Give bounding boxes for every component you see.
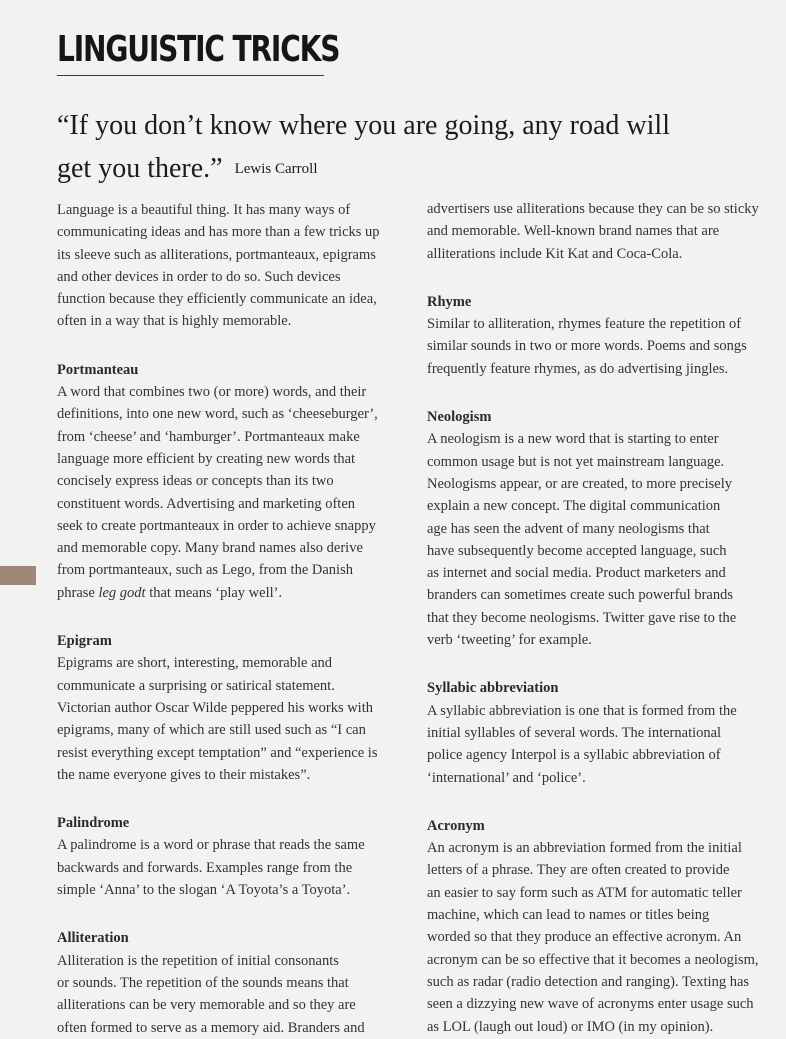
section-heading: Palindrome: [57, 815, 130, 832]
section-rhyme: [427, 291, 767, 380]
intro-line: and other devices in order to do so. Such devices: [57, 268, 341, 285]
body-line: police agency Interpol is a syllabic abbreviation of: [427, 747, 721, 764]
body-line: the name everyone gives to their mistakes”.: [57, 766, 311, 783]
text-run: that means ‘play well’.: [145, 584, 283, 601]
body-line: frequently feature rhymes, as do advertising jingles.: [427, 360, 729, 377]
quote-line-1: “If you don’t know where you are going, any road will: [57, 110, 670, 141]
body-line: backwards and forwards. Examples range from the: [57, 859, 353, 876]
body-line: seek to create portmanteaux in order to achieve snappy: [57, 517, 376, 534]
section-heading: Rhyme: [427, 293, 472, 310]
section-heading: Neologism: [427, 409, 492, 426]
body-line: age has seen the advent of many neologisms that: [427, 520, 710, 537]
quote-line-2: [57, 147, 747, 191]
body-line: initial syllables of several words. The international: [427, 724, 722, 741]
body-line: similar sounds in two or more words. Poems and songs: [427, 338, 747, 355]
body-line: verb ‘tweeting’ for example.: [427, 632, 592, 649]
intro-line: function because they efficiently communicate an idea,: [57, 291, 377, 308]
intro-line: often in a way that is highly memorable.: [57, 313, 292, 330]
intro-line: Language is a beautiful thing. It has many ways of: [57, 202, 351, 218]
body-line: epigrams, many of which are still used such as “I can: [57, 722, 366, 739]
body-line: have subsequently become accepted language, such: [427, 542, 727, 559]
section-acronym: [427, 815, 767, 1038]
body-line: as internet and social media. Product marketers and: [427, 565, 726, 582]
section-neologism: [427, 406, 767, 651]
italic-phrase: leg godt: [98, 584, 146, 601]
body-line: Epigrams are short, interesting, memorable and: [57, 655, 333, 672]
section-heading: Epigram: [57, 633, 112, 650]
section-epigram: [57, 630, 409, 786]
body-line: Victorian author Oscar Wilde peppered his works with: [57, 699, 373, 716]
body-line: ‘international’ and ‘police’.: [427, 769, 586, 786]
intro-line: its sleeve such as alliterations, portmanteaux, epigrams: [57, 246, 376, 263]
body-line: branders can sometimes create such powerful brands: [427, 587, 733, 604]
body-line: A word that combines two (or more) words, and their: [57, 384, 367, 401]
body-line: common usage but is not yet mainstream language.: [427, 453, 725, 470]
body-line: Alliteration is the repetition of initial consonants: [57, 952, 339, 969]
body-line: resist everything except temptation” and “experience is: [57, 744, 378, 761]
body-line: from ‘cheese’ and ‘hamburger’. Portmanteaux make: [57, 428, 360, 445]
section-portmanteau: [57, 359, 409, 604]
body-line: A neologism is a new word that is starting to enter: [427, 431, 719, 448]
body-line: as LOL (laugh out loud) or IMO (in my opinion).: [427, 1018, 714, 1035]
text-run: phrase: [57, 584, 99, 601]
body-line: advertisers use alliterations because they can be so sticky: [427, 201, 759, 217]
body-line: alliterations include Kit Kat and Coca-Cola.: [427, 245, 683, 262]
body-line: such as radar (radio detection and ranging). Texting has: [427, 973, 750, 990]
body-line: acronym can be so effective that it becomes a neologism,: [427, 951, 759, 968]
body-line: A palindrome is a word or phrase that reads the same: [57, 837, 365, 854]
intro-paragraph: [57, 199, 409, 333]
left-column: [57, 199, 409, 1039]
body-line: simple ‘Anna’ to the slogan ‘A Toyota’s a Toyota’.: [57, 882, 351, 899]
title-underline: [57, 75, 324, 76]
body-line: often formed to serve as a memory aid. Branders and: [57, 1019, 365, 1036]
body-line: An acronym is an abbreviation formed from the initial: [427, 840, 742, 857]
body-line: worded so that they produce an effective acronym. An: [427, 929, 742, 946]
body-line: [57, 582, 409, 604]
body-line: or sounds. The repetition of the sounds means that: [57, 974, 349, 991]
body-line: explain a new concept. The digital communication: [427, 498, 721, 515]
body-line: language more efficient by creating new words that: [57, 450, 356, 467]
body-line: from portmanteaux, such as Lego, from the Danish: [57, 562, 353, 579]
pull-quote: [57, 104, 747, 191]
body-line: and memorable copy. Many brand names also derive: [57, 540, 363, 557]
page-edge-tab: [0, 566, 36, 585]
section-alliteration: [57, 927, 409, 1038]
section-palindrome: [57, 812, 409, 901]
body-line: an easier to say form such as ATM for automatic teller: [427, 884, 742, 901]
alliteration-continued: [427, 198, 767, 265]
section-heading: Syllabic abbreviation: [427, 680, 559, 697]
body-line: Neologisms appear, or are created, to more precisely: [427, 475, 732, 492]
body-line: letters of a phrase. They are often created to provide: [427, 862, 730, 879]
right-column: [427, 198, 767, 1038]
body-line: and memorable. Well-known brand names that are: [427, 223, 720, 240]
body-line: definitions, into one new word, such as ‘cheeseburger’,: [57, 406, 378, 423]
section-heading: Alliteration: [57, 930, 129, 947]
body-line: alliterations can be very memorable and so they are: [57, 997, 356, 1014]
quote-text-end: get you there.”: [57, 153, 223, 184]
quote-author: Lewis Carroll: [234, 161, 318, 177]
body-line: concisely express ideas or concepts than its two: [57, 473, 334, 490]
body-line: constituent words. Advertising and marketing often: [57, 495, 356, 512]
page-title: LINGUISTIC TRICKS: [57, 29, 340, 70]
body-line: Similar to alliteration, rhymes feature the repetition of: [427, 316, 742, 333]
body-line: machine, which can lead to names or titles being: [427, 907, 710, 924]
intro-line: communicating ideas and has more than a few tricks up: [57, 224, 380, 241]
section-heading: Acronym: [427, 817, 485, 834]
body-line: seen a dizzying new wave of acronyms enter usage such: [427, 996, 754, 1013]
body-line: communicate a surprising or satirical statement.: [57, 677, 335, 694]
section-heading: Portmanteau: [57, 361, 139, 378]
body-line: that they become neologisms. Twitter gave rise to the: [427, 609, 737, 626]
section-syllabic-abbreviation: [427, 677, 767, 788]
body-line: A syllabic abbreviation is one that is formed from the: [427, 702, 737, 719]
